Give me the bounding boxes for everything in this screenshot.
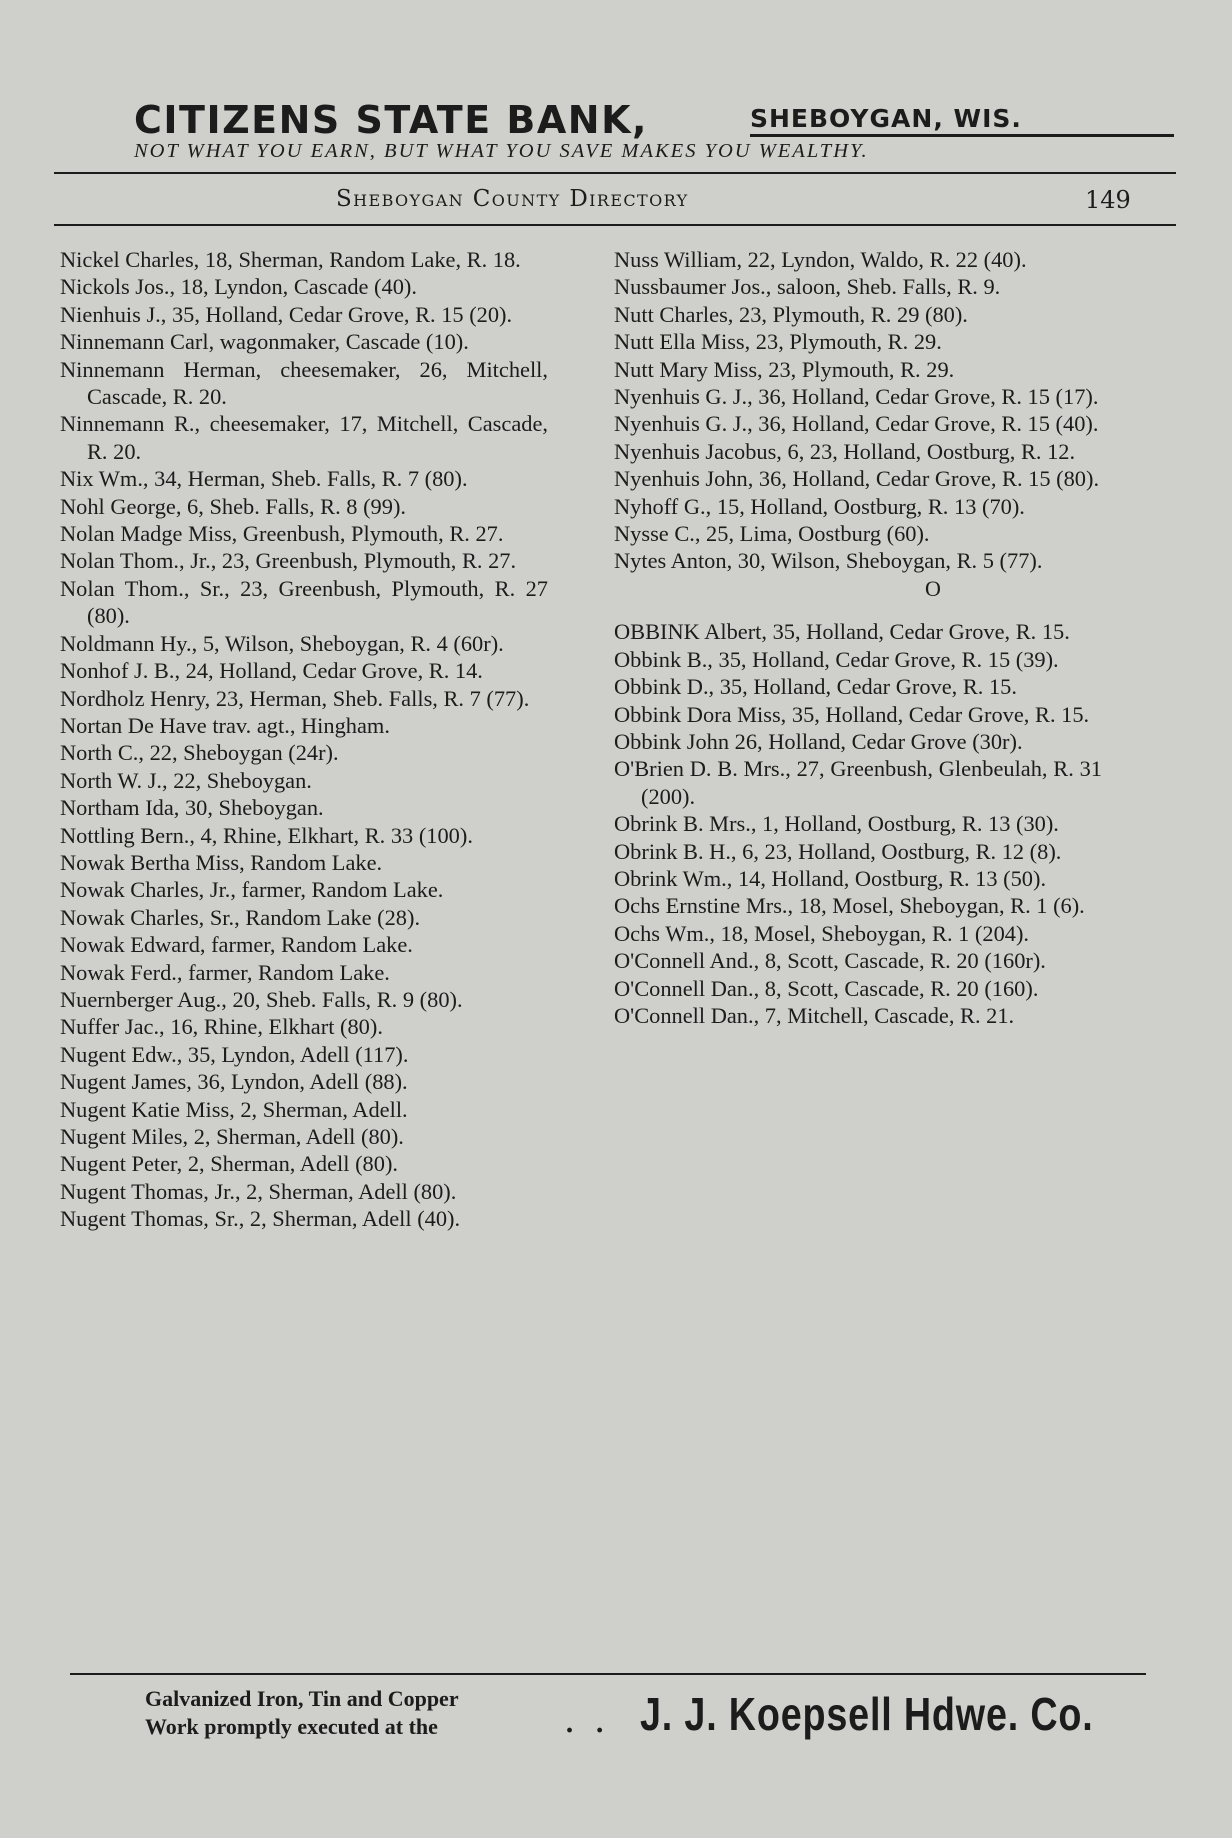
- directory-entry: Nowak Charles, Sr., Random Lake (28).: [60, 904, 421, 930]
- directory-entry: Ochs Wm., 18, Mosel, Sheboygan, R. 1 (204).: [614, 920, 1030, 946]
- bank-city: SHEBOYGAN, WIS.: [750, 104, 1022, 133]
- directory-entry: Nickel Charles, 18, Sherman, Random Lake, R. 18.: [60, 247, 521, 272]
- directory-entry: Nickols Jos., 18, Lyndon, Cascade (40).: [60, 274, 417, 300]
- directory-entry: Nutt Ella Miss, 23, Plymouth, R. 29.: [614, 329, 942, 355]
- directory-entry: Nienhuis J., 35, Holland, Cedar Grove, R. 15 (20).: [60, 301, 513, 327]
- directory-entry: Nyenhuis John, 36, Holland, Cedar Grove, R. 15 (80).: [614, 466, 1100, 492]
- directory-entry: Northam Ida, 30, Sheboygan.: [60, 795, 324, 821]
- directory-entry: Nonhof J. B., 24, Holland, Cedar Grove, R. 14.: [60, 658, 483, 684]
- directory-entry: Nussbaumer Jos., saloon, Sheb. Falls, R. 9.: [614, 274, 1001, 300]
- hardware-advertisement: [0, 1685, 1232, 1755]
- directory-entry: Nolan Thom., Jr., 23, Greenbush, Plymouth, R. 27.: [60, 548, 517, 574]
- directory-entry: Nugent Thomas, Sr., 2, Sherman, Adell (40).: [60, 1206, 461, 1232]
- directory-entry: Ninnemann Herman, cheesemaker, 26, Mitchell, Cascade, R. 20.: [60, 356, 548, 410]
- directory-entry: Nugent Miles, 2, Sherman, Adell (80).: [60, 1124, 404, 1149]
- directory-entry: Nyhoff G., 15, Holland, Oostburg, R. 13 (70).: [614, 493, 1025, 519]
- directory-entry: Nowak Edward, farmer, Random Lake.: [60, 932, 413, 958]
- directory-entry: O'Connell And., 8, Scott, Cascade, R. 20 (160r).: [614, 948, 1046, 974]
- left-column: [60, 246, 548, 1233]
- directory-entry: Nugent Thomas, Jr., 2, Sherman, Adell (80).: [60, 1178, 457, 1204]
- header-top-rule: [54, 172, 1176, 174]
- directory-entry: Nugent James, 36, Lyndon, Adell (88).: [60, 1069, 408, 1095]
- directory-entry: OBBINK Albert, 35, Holland, Cedar Grove, R. 15.: [614, 619, 1070, 645]
- directory-entry: Nowak Ferd., farmer, Random Lake.: [60, 959, 390, 985]
- bank-city-underline: [750, 134, 1174, 137]
- directory-entry: Nortan De Have trav. agt., Hingham.: [60, 712, 390, 738]
- directory-entry: Nugent Edw., 35, Lyndon, Adell (117).: [60, 1041, 409, 1067]
- hardware-ad-line-1: Galvanized Iron, Tin and Copper: [145, 1686, 459, 1711]
- bank-name: CITIZENS STATE BANK,: [134, 98, 648, 142]
- right-column-o-entries: [614, 618, 1102, 1029]
- directory-entry: Nuernberger Aug., 20, Sheb. Falls, R. 9 (80).: [60, 986, 463, 1012]
- directory-entry: Ninnemann Carl, wagonmaker, Cascade (10).: [60, 329, 469, 355]
- hardware-ad-text: [145, 1685, 459, 1741]
- directory-entry: North C., 22, Sheboygan (24r).: [60, 740, 339, 766]
- directory-entry: Nuss William, 22, Lyndon, Waldo, R. 22 (40).: [614, 247, 1027, 272]
- directory-entry: Noldmann Hy., 5, Wilson, Sheboygan, R. 4 (60r).: [60, 630, 504, 656]
- directory-entry: O'Brien D. B. Mrs., 27, Greenbush, Glenbeulah, R. 31 (200).: [614, 756, 1102, 809]
- directory-entry: Nohl George, 6, Sheb. Falls, R. 8 (99).: [60, 493, 406, 519]
- directory-entry: Nowak Charles, Jr., farmer, Random Lake.: [60, 877, 444, 903]
- directory-entry: Obrink Wm., 14, Holland, Oostburg, R. 13 (50).: [614, 865, 1047, 891]
- directory-entry: Nix Wm., 34, Herman, Sheb. Falls, R. 7 (80).: [60, 466, 468, 492]
- directory-entry: Nordholz Henry, 23, Herman, Sheb. Falls, R. 7 (77).: [60, 685, 530, 711]
- directory-entry: Nutt Mary Miss, 23, Plymouth, R. 29.: [614, 356, 955, 382]
- directory-entry: Ochs Ernstine Mrs., 18, Mosel, Sheboygan, R. 1 (6).: [614, 893, 1085, 919]
- directory-entry: Obbink B., 35, Holland, Cedar Grove, R. 15 (39).: [614, 646, 1059, 672]
- hardware-ad-dots: . .: [565, 1709, 611, 1739]
- directory-entry: Nolan Thom., Sr., 23, Greenbush, Plymouth, R. 27 (80).: [60, 575, 548, 629]
- footer-rule: [70, 1673, 1146, 1675]
- directory-entry: Obrink B. H., 6, 23, Holland, Oostburg, R. 12 (8).: [614, 838, 1062, 864]
- directory-entry: Obbink D., 35, Holland, Cedar Grove, R. 15.: [614, 674, 1017, 700]
- section-letter: O: [925, 575, 941, 601]
- directory-entry: Nugent Katie Miss, 2, Sherman, Adell.: [60, 1096, 408, 1122]
- page-number: 149: [1085, 186, 1131, 214]
- directory-entry: Nyenhuis G. J., 36, Holland, Cedar Grove, R. 15 (40).: [614, 411, 1099, 437]
- directory-entry: Nytes Anton, 30, Wilson, Sheboygan, R. 5 (77).: [614, 548, 1043, 574]
- directory-entry: North W. J., 22, Sheboygan.: [60, 767, 312, 793]
- directory-entry: Nutt Charles, 23, Plymouth, R. 29 (80).: [614, 301, 968, 327]
- hardware-ad-line-2: Work promptly executed at the: [145, 1714, 438, 1739]
- directory-entry: Nottling Bern., 4, Rhine, Elkhart, R. 33 (100).: [60, 822, 473, 848]
- directory-entry: O'Connell Dan., 7, Mitchell, Cascade, R. 21.: [614, 1002, 1015, 1028]
- directory-entry: Nysse C., 25, Lima, Oostburg (60).: [614, 521, 930, 547]
- directory-entry: Obrink B. Mrs., 1, Holland, Oostburg, R. 13 (30).: [614, 811, 1059, 837]
- hardware-company-name: J. J. Koepsell Hdwe. Co.: [640, 1688, 1094, 1740]
- directory-entry: Nyenhuis Jacobus, 6, 23, Holland, Oostburg, R. 12.: [614, 438, 1076, 464]
- directory-entry: Ninnemann R., cheesemaker, 17, Mitchell, Cascade, R. 20.: [60, 411, 548, 464]
- directory-entry: Nugent Peter, 2, Sherman, Adell (80).: [60, 1151, 399, 1177]
- directory-entry: Nolan Madge Miss, Greenbush, Plymouth, R. 27.: [60, 521, 504, 547]
- directory-entry: Obbink Dora Miss, 35, Holland, Cedar Grove, R. 15.: [614, 701, 1090, 727]
- directory-entry: Nowak Bertha Miss, Random Lake.: [60, 849, 383, 875]
- directory-entry: O'Connell Dan., 8, Scott, Cascade, R. 20 (160).: [614, 975, 1039, 1001]
- right-column: [614, 246, 1102, 1029]
- directory-entry: Nyenhuis G. J., 36, Holland, Cedar Grove, R. 15 (17).: [614, 384, 1099, 410]
- bank-slogan: NOT WHAT YOU EARN, BUT WHAT YOU SAVE MAKES YOU WEALTHY.: [134, 140, 869, 162]
- running-head: Sheboygan County Directory: [336, 186, 689, 212]
- directory-entry: Obbink John 26, Holland, Cedar Grove (30r).: [614, 728, 1023, 754]
- right-column-n-entries: [614, 246, 1102, 575]
- header-bottom-rule: [54, 224, 1176, 226]
- directory-entry: Nuffer Jac., 16, Rhine, Elkhart (80).: [60, 1014, 383, 1040]
